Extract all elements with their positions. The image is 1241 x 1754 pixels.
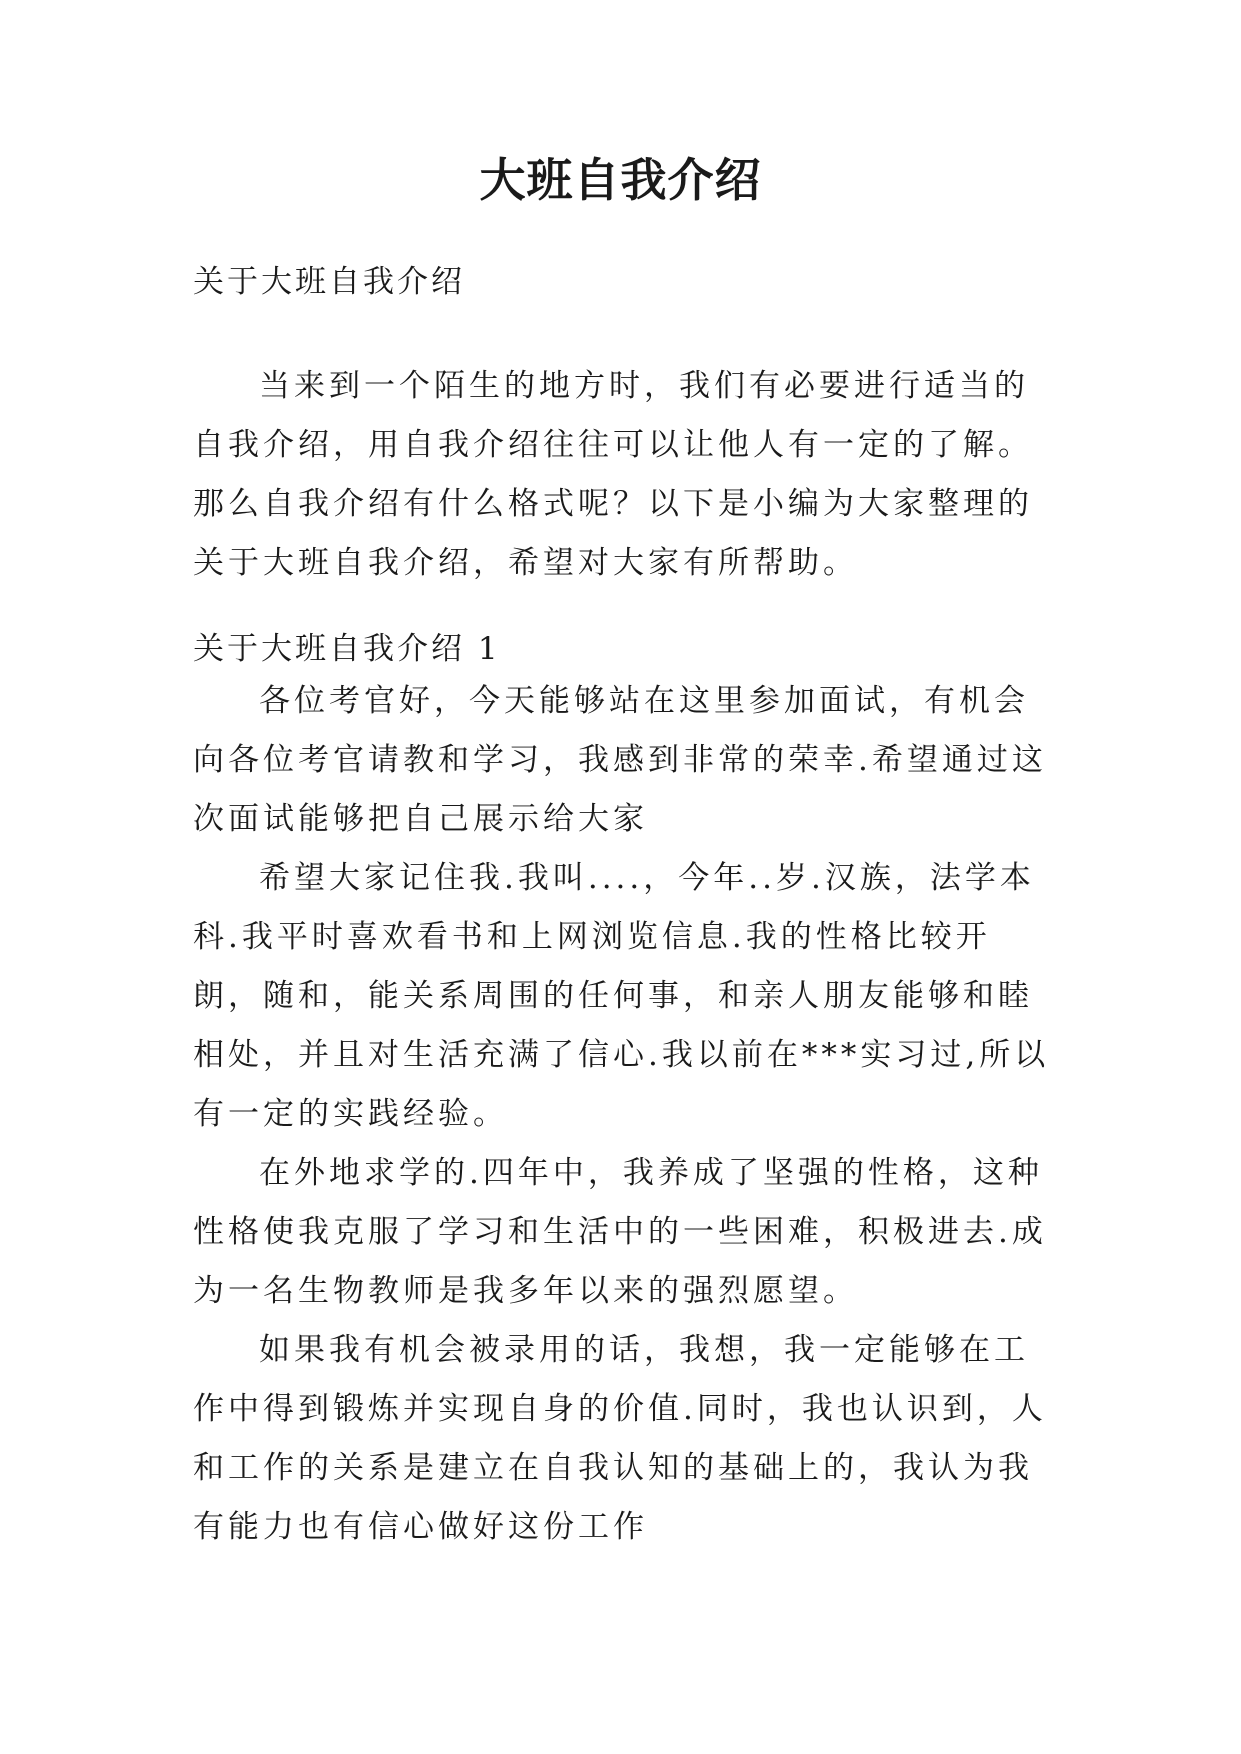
intro-paragraph: 当来到一个陌生的地方时，我们有必要进行适当的自我介绍，用自我介绍往往可以让他人有一定的了解。那么自我介绍有什么格式呢？以下是小编为大家整理的关于大班自我介绍，希望对大家有所帮助。 <box>193 368 1033 581</box>
paragraph-4: 如果我有机会被录用的话，我想，我一定能够在工作中得到锻炼并实现自身的价值.同时，我也认识到，人和工作的关系是建立在自我认知的基础上的，我认为我有能力也有信心做好这份工作 <box>193 1332 1047 1545</box>
section-body <box>193 672 1053 1557</box>
page-title: 大班自我介绍 <box>479 153 762 207</box>
subtitle: 关于大班自我介绍 <box>193 264 465 300</box>
paragraph-3: 在外地求学的.四年中，我养成了坚强的性格，这种性格使我克服了学习和生活中的一些困难，积极进去.成为一名生物教师是我多年以来的强烈愿望。 <box>193 1155 1047 1309</box>
intro-block <box>193 357 1053 593</box>
paragraph-2: 希望大家记住我.我叫....，今年..岁.汉族，法学本科.我平时喜欢看书和上网浏览信息.我的性格比较开朗，随和，能关系周围的任何事，和亲人朋友能够和睦相处，并且对生活充满了信心.我以前在***实习过,所以有一定的实践经验。 <box>193 860 1050 1132</box>
section-heading: 关于大班自我介绍 1 <box>193 631 501 667</box>
paragraph-1: 各位考官好，今天能够站在这里参加面试，有机会向各位考官请教和学习，我感到非常的荣幸.希望通过这次面试能够把自己展示给大家 <box>193 683 1047 837</box>
